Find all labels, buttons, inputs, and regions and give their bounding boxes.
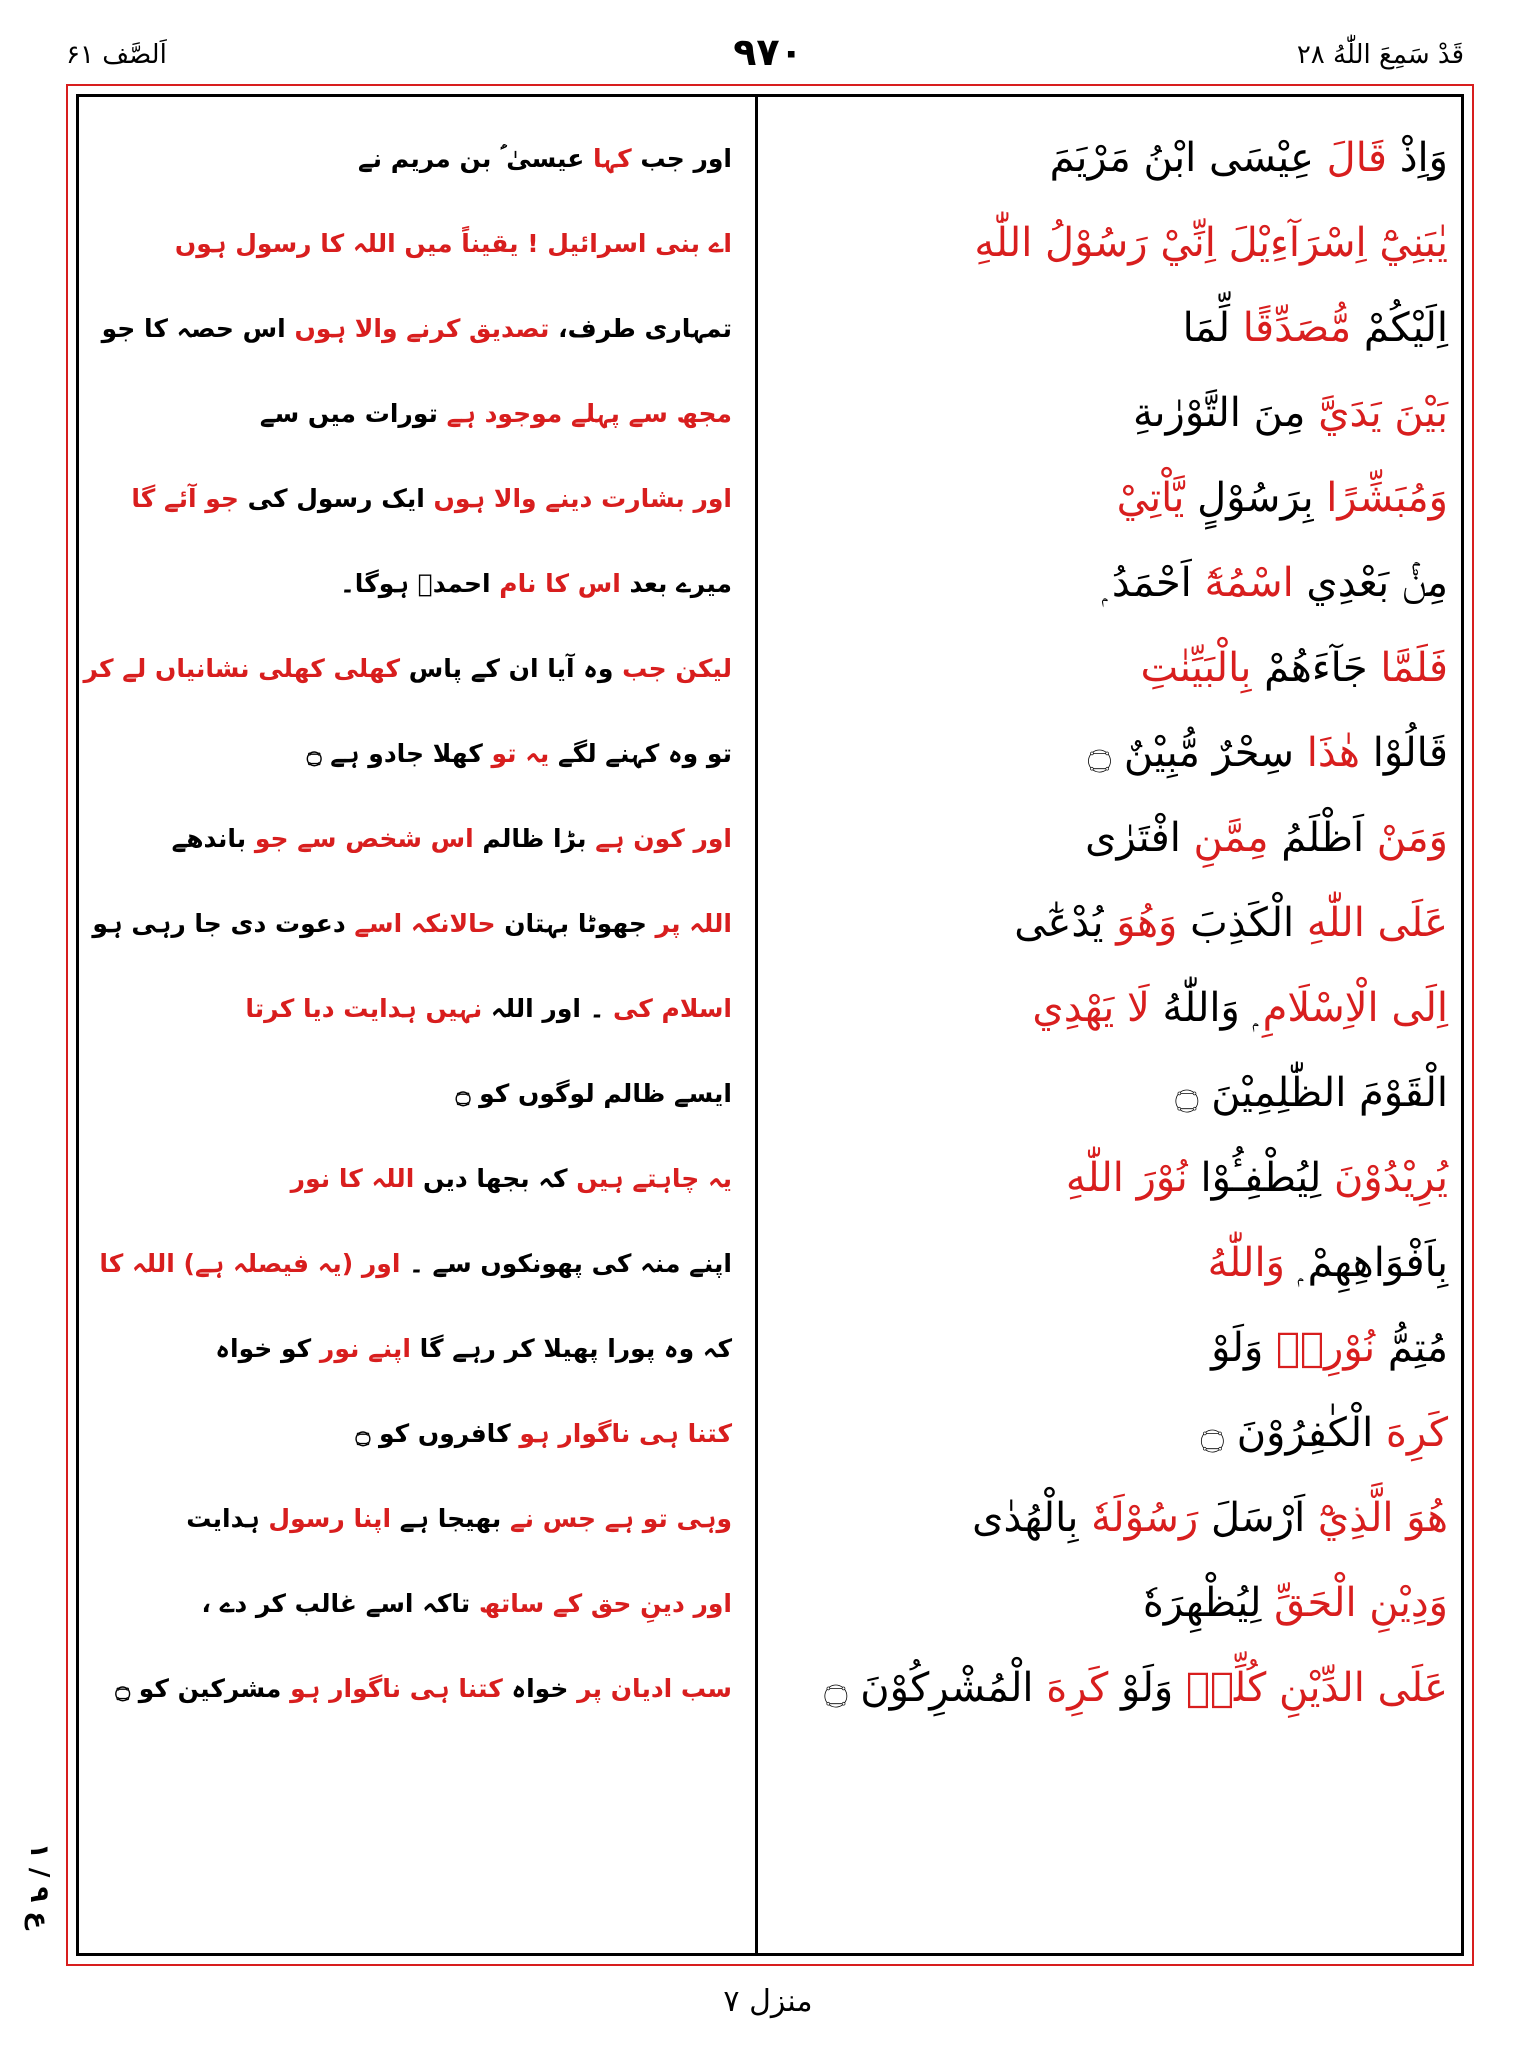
text-segment: لِيُطْفِـُٔوْا xyxy=(1187,1155,1334,1201)
arabic-verse-line xyxy=(790,116,1448,201)
text-segment: اِلَيْكُمْ xyxy=(1351,305,1448,351)
text-segment: بِالْهُدٰى xyxy=(972,1495,1092,1541)
highlighted-segment: اپنا رسول xyxy=(268,1504,392,1533)
highlighted-segment: اللہ کا نور xyxy=(290,1164,415,1193)
urdu-translation-line xyxy=(92,1476,732,1561)
text-segment: جَآءَهُمْ xyxy=(1251,645,1381,691)
highlighted-segment: مُّصَدِّقًا xyxy=(1242,305,1352,351)
arabic-verse-line xyxy=(790,1221,1448,1306)
highlighted-segment: اسلام کی xyxy=(613,994,732,1023)
highlighted-segment: عَلَى الدِّيْنِ كُلِّهٖ xyxy=(1185,1665,1448,1711)
highlighted-segment: اسْمُهٗٓ xyxy=(1204,560,1294,606)
text-segment: وَلَوْ xyxy=(1211,1325,1277,1371)
text-segment: تمہاری طرف، xyxy=(549,314,732,343)
highlighted-segment: یہ تو xyxy=(491,739,550,768)
highlighted-segment: سب ادیان پر xyxy=(577,1674,732,1703)
text-segment: ایسے ظالم لوگوں کو ۝ xyxy=(455,1079,732,1108)
highlighted-segment: لَا يَهْدِي xyxy=(1032,985,1150,1031)
urdu-translation-line xyxy=(92,1051,732,1136)
text-segment: مشرکین کو ۝ xyxy=(115,1674,291,1703)
highlighted-segment: اور (یہ فیصلہ ہے) اللہ کا xyxy=(99,1249,401,1278)
arabic-verse-line xyxy=(790,626,1448,711)
text-segment: ہدایت xyxy=(186,1504,269,1533)
manzil-footer: منزل ۷ xyxy=(723,1984,813,2019)
highlighted-segment: کہا xyxy=(593,144,632,173)
text-segment: وَلَوْ xyxy=(1108,1665,1186,1711)
highlighted-segment: وَمَنْ xyxy=(1376,815,1448,861)
highlighted-segment: بَيْنَ يَدَيَّ xyxy=(1318,390,1448,436)
text-segment: کہ وہ پورا پھیلا کر رہے گا xyxy=(410,1334,732,1363)
text-segment: اَرْسَلَ xyxy=(1198,1495,1318,1541)
urdu-translation-line xyxy=(92,881,732,966)
highlighted-segment: وہی تو ہے جس نے xyxy=(509,1504,732,1533)
text-segment: قَالُوْا xyxy=(1360,730,1448,776)
text-segment: اَحْمَدُ ۭ xyxy=(1101,560,1205,606)
text-segment: ۭ وَاللّٰهُ xyxy=(1149,985,1263,1031)
highlighted-segment: اللہ پر xyxy=(655,909,732,938)
urdu-translation-line xyxy=(92,201,732,286)
urdu-translation-line xyxy=(83,626,732,711)
text-segment: تو وہ کہنے لگے xyxy=(549,739,732,768)
arabic-verse-line xyxy=(790,286,1448,371)
highlighted-segment: لیکن جب xyxy=(622,654,732,683)
text-segment: اپنے منہ کی پھونکوں سے ۔ xyxy=(400,1249,732,1278)
highlighted-segment: اس کا نام xyxy=(499,569,621,598)
highlighted-segment: رَسُوْلَهٗ xyxy=(1091,1495,1199,1541)
arabic-verse-line xyxy=(790,881,1448,966)
highlighted-segment: يٰبَنِيْٓ اِسْرَآءِيْلَ اِنِّيْ رَسُوْلُ اللّٰهِ xyxy=(974,220,1448,266)
text-segment: اَظْلَمُ xyxy=(1268,815,1377,861)
text-segment: بِاَفْوَاهِهِمْ ۭ xyxy=(1284,1240,1448,1286)
text-segment: باندھے xyxy=(171,824,255,853)
arabic-verse-line xyxy=(790,1391,1448,1476)
urdu-translation-line xyxy=(92,541,732,626)
arabic-verse-line xyxy=(790,1476,1448,1561)
highlighted-segment: اور کون ہے xyxy=(595,824,732,853)
urdu-translation-line xyxy=(92,1136,732,1221)
highlighted-segment: وَهُوَ xyxy=(1116,900,1178,946)
urdu-translation-line xyxy=(92,1561,732,1646)
urdu-translation-line xyxy=(92,456,732,541)
highlighted-segment: مجھ سے پہلے موجود ہے xyxy=(446,399,732,428)
arabic-verse-line xyxy=(790,201,1448,286)
text-segment: کھلا جادو ہے ۝ xyxy=(306,739,492,768)
column-divider xyxy=(755,94,758,1956)
text-segment: افْتَرٰى xyxy=(1085,815,1194,861)
text-segment: خواہ xyxy=(502,1674,578,1703)
text-segment: ۔ اور اللہ xyxy=(482,994,613,1023)
text-segment: الْكَذِبَ xyxy=(1177,900,1307,946)
urdu-translation-line xyxy=(92,286,732,371)
ruku-marker: ع ۹ / ۱ xyxy=(24,1842,54,1930)
highlighted-segment: وَمُبَشِّرًا xyxy=(1313,475,1448,521)
highlighted-segment: اپنے نور xyxy=(319,1334,411,1363)
text-segment: اس حصہ کا جو xyxy=(101,314,295,343)
highlighted-segment: هُوَ الَّذِيْٓ xyxy=(1317,1495,1448,1541)
text-segment: بھیجا ہے xyxy=(391,1504,510,1533)
text-segment: جھوٹا بہتان xyxy=(495,909,656,938)
highlighted-segment: كَرِهَ xyxy=(1385,1410,1448,1456)
text-segment: لِيُظْهِرَهٗ xyxy=(1142,1580,1275,1626)
text-segment: احمدؐ ہوگا۔ xyxy=(340,569,500,598)
text-segment: بِرَسُوْلٍ xyxy=(1184,475,1314,521)
urdu-translation-line xyxy=(92,711,732,796)
highlighted-segment: تصدیق کرنے والا ہوں xyxy=(294,314,550,343)
highlighted-segment: جو آئے گا xyxy=(131,484,239,513)
text-segment: بڑا ظالم xyxy=(473,824,596,853)
highlighted-segment: اور بشارت دینے والا ہوں xyxy=(433,484,732,513)
highlighted-segment: اور دینِ حق کے ساتھ xyxy=(478,1589,732,1618)
arabic-verse-line xyxy=(790,1561,1448,1646)
text-segment: مُتِمُّ xyxy=(1375,1325,1448,1371)
urdu-translation-line xyxy=(92,796,732,881)
highlighted-segment: حالانکہ اسے xyxy=(354,909,496,938)
arabic-verse-line xyxy=(790,1306,1448,1391)
highlighted-segment: مِمَّنِ xyxy=(1193,815,1269,861)
text-segment: يُدْعٰٓى xyxy=(1014,900,1117,946)
text-segment: عیسیٰ ؑ بن مریم نے xyxy=(358,144,594,173)
text-segment: الْمُشْرِكُوْنَ ۝ xyxy=(824,1665,1047,1711)
text-segment: سِحْرٌ مُّبِيْنٌ ۝ xyxy=(1087,730,1307,776)
arabic-verse-line xyxy=(790,1051,1448,1136)
surah-title: اَلصَّف ۶۱ xyxy=(66,40,167,70)
text-segment: لِّمَا xyxy=(1182,305,1243,351)
arabic-verse-line xyxy=(790,541,1448,626)
text-segment: کو خواہ xyxy=(215,1334,320,1363)
highlighted-segment: بِالْبَيِّنٰتِ xyxy=(1140,645,1252,691)
highlighted-segment: قَالَ xyxy=(1326,135,1388,181)
highlighted-segment: يَّاْتِيْ xyxy=(1116,475,1185,521)
text-segment: الْقَوْمَ الظّٰلِمِيْنَ ۝ xyxy=(1175,1070,1448,1116)
highlighted-segment: عَلَى اللّٰهِ xyxy=(1306,900,1448,946)
urdu-translation-line xyxy=(92,1221,732,1306)
highlighted-segment: کتنا ہی ناگوار ہو xyxy=(519,1419,732,1448)
highlighted-segment: وَدِيْنِ الْحَقِّ xyxy=(1274,1580,1448,1626)
text-segment: مِنَ التَّوْرٰىةِ xyxy=(1132,390,1319,436)
text-segment: میرے بعد xyxy=(620,569,732,598)
highlighted-segment: اللہ کا رسول ہوں xyxy=(174,229,396,258)
highlighted-segment: نُوْرَ اللّٰهِ xyxy=(1065,1155,1188,1201)
highlighted-segment: اِلَى الْاِسْلَامِ xyxy=(1262,985,1448,1031)
arabic-verse-line xyxy=(790,1646,1448,1731)
highlighted-segment: اس شخص سے جو xyxy=(254,824,474,853)
text-segment: عِيْسَى ابْنُ مَرْيَمَ xyxy=(1049,135,1327,181)
arabic-verse-line xyxy=(790,966,1448,1051)
urdu-translation-line xyxy=(92,371,732,456)
highlighted-segment: يُرِيْدُوْنَ xyxy=(1333,1155,1448,1201)
highlighted-segment: فَلَمَّا xyxy=(1380,645,1448,691)
text-segment: کہ بجھا دیں xyxy=(414,1164,577,1193)
highlighted-segment: اے بنی اسرائیل ! یقیناً میں xyxy=(395,229,732,258)
highlighted-segment: نُوْرِهٖ xyxy=(1276,1325,1376,1371)
highlighted-segment: هٰذَا xyxy=(1306,730,1360,776)
highlighted-segment: وَاللّٰهُ xyxy=(1207,1240,1285,1286)
text-segment: دعوت دی جا رہی ہو xyxy=(92,909,355,938)
urdu-translation-line xyxy=(92,1646,732,1731)
text-segment: وہ آیا ان کے پاس xyxy=(400,654,623,683)
highlighted-segment: كَرِهَ xyxy=(1046,1665,1109,1711)
arabic-verse-line xyxy=(790,1136,1448,1221)
text-segment: وَاِذْ xyxy=(1387,135,1448,181)
urdu-translation-line xyxy=(92,966,732,1051)
arabic-verse-line xyxy=(790,711,1448,796)
urdu-translation-line xyxy=(92,1391,732,1476)
page-number: ۹۷۰ xyxy=(733,30,803,74)
text-segment: مِنْۢ بَعْدِي xyxy=(1293,560,1448,606)
text-segment: تورات میں سے xyxy=(259,399,447,428)
arabic-verse-line xyxy=(790,456,1448,541)
highlighted-segment: نہیں ہدایت دیا کرتا xyxy=(245,994,483,1023)
text-segment: کافروں کو ۝ xyxy=(355,1419,520,1448)
urdu-translation-line xyxy=(92,1306,732,1391)
urdu-translation-line xyxy=(92,116,732,201)
juz-title: قَدْ سَمِعَ اللّٰهُ ۲۸ xyxy=(1296,40,1464,70)
text-segment: اور جب xyxy=(631,144,732,173)
text-segment: ایک رسول کی xyxy=(238,484,434,513)
highlighted-segment: یہ چاہتے ہیں xyxy=(576,1164,732,1193)
highlighted-segment: کھلی کھلی نشانیاں لے کر xyxy=(83,654,401,683)
text-segment: الْكٰفِرُوْنَ ۝ xyxy=(1200,1410,1386,1456)
text-segment: تاکہ اسے غالب کر دے ، xyxy=(201,1589,479,1618)
arabic-verse-line xyxy=(790,371,1448,456)
arabic-verse-line xyxy=(790,796,1448,881)
highlighted-segment: کتنا ہی ناگوار ہو xyxy=(290,1674,503,1703)
